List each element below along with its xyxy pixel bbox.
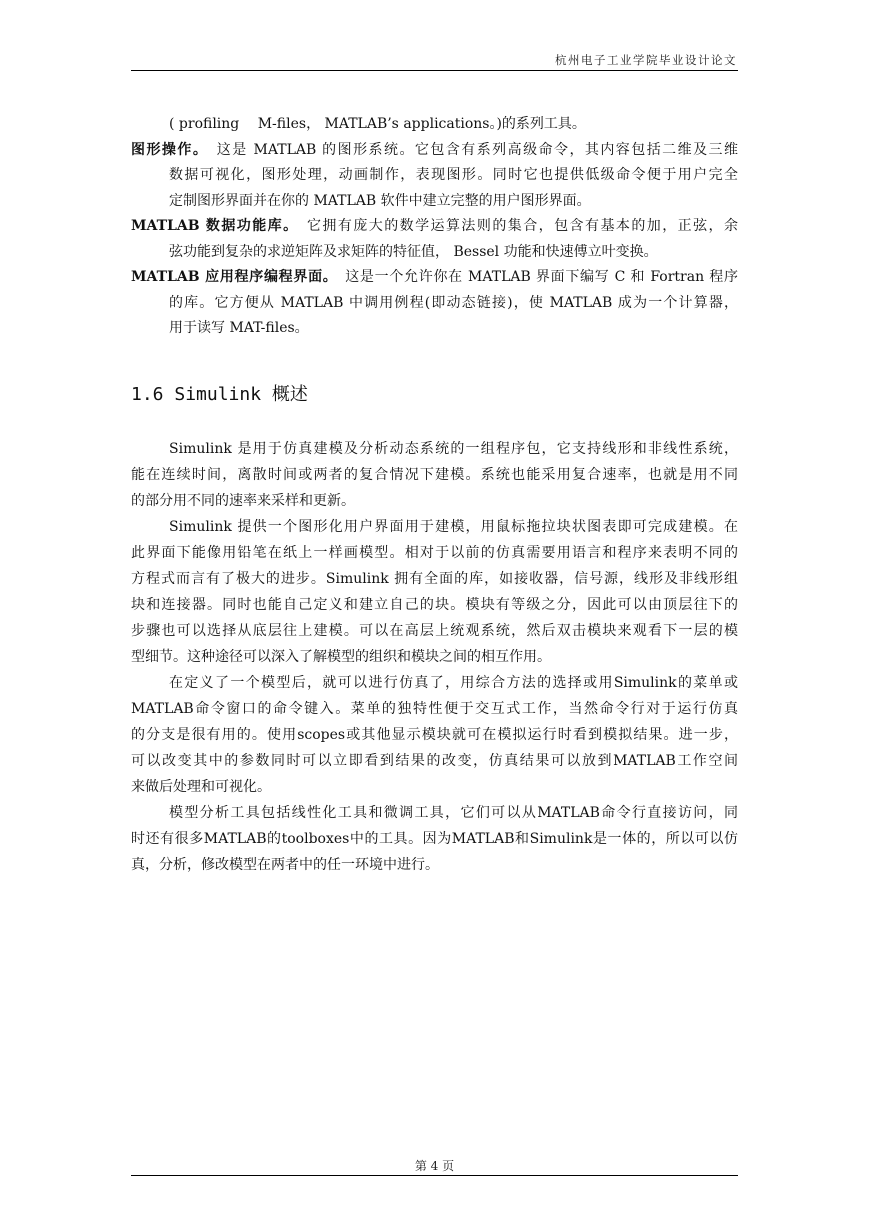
paragraph-line: 在定义了一个模型后，就可以进行仿真了，用综合方法的选择或用Simulink的菜单或 <box>169 674 738 691</box>
definition-item <box>131 265 738 342</box>
definition-line: 定制图形界面并在你的 MATLAB 软件中建立完整的用户图形界面。 <box>169 192 591 209</box>
section-title-latin: Simulink <box>174 383 262 405</box>
page-body <box>131 112 738 878</box>
paragraph-line: 方程式而言有了极大的进步。Simulink 拥有全面的库，如接收器，信号源，线形及非线形组 <box>131 570 738 587</box>
definition-line: 弦功能到复杂的求逆矩阵及求矩阵的特征值， Bessel 功能和快速傅立叶变换。 <box>169 243 658 260</box>
paragraph-line: 能在连续时间，离散时间或两者的复合情况下建模。系统也能采用复合速率，也就是用不同 <box>131 466 738 483</box>
definition-term: 图形操作。 <box>131 141 202 158</box>
page-number: 第 4 页 <box>414 1159 455 1173</box>
footer-rule <box>131 1175 738 1176</box>
paragraph-line: 型细节。这种途径可以深入了解模型的组织和模块之间的相互作用。 <box>131 648 551 665</box>
definition-term: MATLAB 应用程序编程界面。 <box>131 269 331 285</box>
definition-line: 的库。它方便从 MATLAB 中调用例程(即动态链接)，使 MATLAB 成为一个计算器， <box>169 294 738 311</box>
section-title-cjk: 概述 <box>271 383 308 405</box>
paragraph-line: 时还有很多MATLAB的toolboxes中的工具。因为MATLAB和Simulink是一体的，所以可以仿 <box>131 830 738 847</box>
paragraph-line: 的部分用不同的速率来采样和更新。 <box>131 492 355 509</box>
paragraph-line: 可以改变其中的参数同时可以立即看到结果的改变，仿真结果可以放到MATLAB工作空间 <box>131 752 738 769</box>
paragraph-line: 步骤也可以选择从底层往上建模。可以在高层上统观系统，然后双击模块来观看下一层的模 <box>131 622 738 639</box>
definition-text: 这是一个允许你在 MATLAB 界面下编写 C 和 Fortran 程序 <box>330 269 738 285</box>
definition-term: MATLAB 数据功能库。 <box>131 218 292 234</box>
definition-text: 它拥有庞大的数学运算法则的集合，包含有基本的加，正弦，余 <box>291 218 738 234</box>
paragraph-line: 模型分析工具包括线性化工具和微调工具，它们可以从MATLAB命令行直接访问，同 <box>169 804 738 821</box>
paragraph-line: 的分支是很有用的。使用scopes或其他显示模块就可在模拟运行时看到模拟结果。进一步， <box>131 726 738 743</box>
paragraph-line: MATLAB命令窗口的命令键入。菜单的独特性便于交互式工作，当然命令行对于运行仿真 <box>131 700 738 717</box>
paragraph-line: Simulink 提供一个图形化用户界面用于建模，用鼠标拖拉块状图表即可完成建模。在 <box>169 518 738 535</box>
section-heading <box>131 380 738 410</box>
definition-list <box>131 112 738 342</box>
paragraph-line: 真，分析，修改模型在两者中的任一环境中进行。 <box>131 856 439 873</box>
definition-item <box>131 112 738 138</box>
paragraph <box>131 436 738 514</box>
definition-text: 这是 MATLAB 的图形系统。它包含有系列高级命令，其内容包括二维及三维 <box>201 141 738 158</box>
paragraph <box>131 800 738 878</box>
header-rule <box>131 70 738 71</box>
definition-line: ( profiling M-files， MATLAB’s applications。)的系列工具。 <box>169 116 586 132</box>
section-number: 1.6 <box>131 383 164 405</box>
paragraph-line: 此界面下能像用铅笔在纸上一样画模型。相对于以前的仿真需要用语言和程序来表明不同的 <box>131 544 738 561</box>
page-header-title: 杭州电子工业学院毕业设计论文 <box>555 53 737 67</box>
paragraph-line: 来做后处理和可视化。 <box>131 778 271 795</box>
paragraph <box>131 670 738 800</box>
definition-line <box>131 138 738 164</box>
definition-item <box>131 138 738 215</box>
paragraph-line: Simulink 是用于仿真建模及分析动态系统的一组程序包，它支持线形和非线性系统， <box>169 440 738 457</box>
definition-line: 用于读写 MAT-files。 <box>169 320 309 336</box>
definition-line: 数据可视化，图形处理，动画制作，表现图形。同时它也提供低级命令便于用户完全 <box>169 167 738 183</box>
paragraph-line: 块和连接器。同时也能自己定义和建立自己的块。模块有等级之分，因此可以由顶层往下的 <box>131 596 738 613</box>
definition-line <box>131 265 738 291</box>
definition-item <box>131 214 738 265</box>
definition-line <box>131 214 738 240</box>
paragraph <box>131 514 738 670</box>
